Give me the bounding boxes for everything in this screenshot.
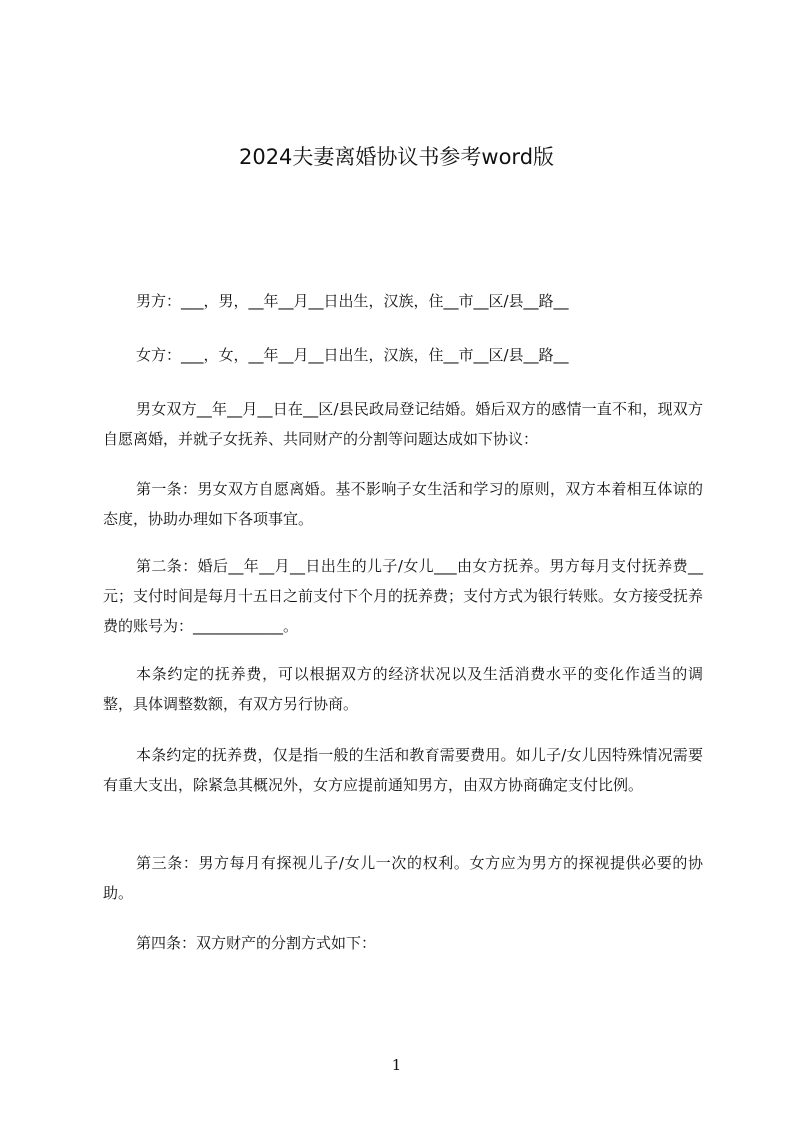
paragraph-husband-info: 男方：___，男，__年__月__日出生，汉族，住__市__区/县__路__ [136,292,569,310]
paragraph-article-4: 第四条：双方财产的分割方式如下： [136,934,377,952]
paragraph-article-2: 第二条：婚后__年__月__日出生的儿子/女儿___由女方抚养。男方每月支付抚养费__元；支付时间是每月十五日之前支付下个月的抚养费；支付方式为银行转账。女方接受抚养费的账号为：____________。 [103,557,704,635]
paragraph-article-1: 第一条：男女双方自愿离婚。基不影响子女生活和学习的原则，双方本着相互体谅的态度，协助办理如下各项事宜。 [103,480,703,528]
document-title: 2024夫妻离婚协议书参考word版 [238,145,555,169]
paragraph-article-3: 第三条：男方每月有探视儿子/女儿一次的权利。女方应为男方的探视提供必要的协助。 [103,854,703,902]
paragraph-support-scope: 本条约定的抚养费，仅是指一般的生活和教育需要费用。如儿子/女儿因特殊情况需要有重大支出，除紧急其概况外，女方应提前通知男方，由双方协商确定支付比例。 [103,746,703,794]
page-number: 1 [391,1056,402,1074]
paragraph-wife-info: 女方：___，女，__年__月__日出生，汉族，住__市__区/县__路__ [136,346,569,364]
paragraph-marriage-info: 男女双方__年__月__日在__区/县民政局登记结婚。婚后双方的感情一直不和，现双方自愿离婚，并就子女抚养、共同财产的分割等问题达成如下协议： [103,400,703,448]
paragraph-support-adjustment: 本条约定的抚养费，可以根据双方的经济状况以及生活消费水平的变化作适当的调整，具体调整数额，有双方另行协商。 [103,665,703,713]
